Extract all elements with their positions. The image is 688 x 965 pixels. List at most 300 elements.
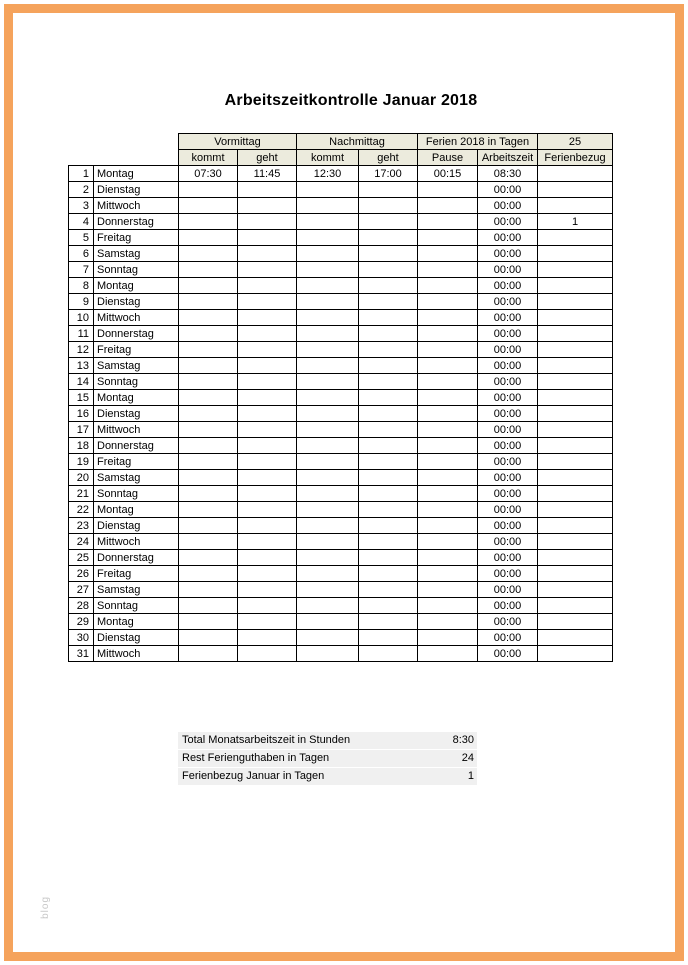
vormittag-geht-cell [238, 214, 297, 230]
day-name-cell: Dienstag [94, 406, 179, 422]
column-header-nachmittag-geht: geht [359, 150, 418, 166]
nachmittag-geht-cell [359, 502, 418, 518]
ferienbezug-cell [538, 502, 613, 518]
pause-cell: 00:15 [418, 166, 478, 182]
arbeitszeit-cell: 00:00 [478, 438, 538, 454]
table-row [69, 438, 613, 454]
ferienbezug-cell [538, 230, 613, 246]
day-name-cell: Freitag [94, 342, 179, 358]
ferienbezug-cell [538, 390, 613, 406]
pause-cell [418, 470, 478, 486]
ferienbezug-cell [538, 358, 613, 374]
day-name-cell: Samstag [94, 246, 179, 262]
day-name-cell: Samstag [94, 582, 179, 598]
watermark-text: blog [40, 896, 51, 919]
ferienbezug-cell [538, 326, 613, 342]
vormittag-kommt-cell [179, 294, 238, 310]
vormittag-kommt-cell [179, 182, 238, 198]
arbeitszeit-cell: 08:30 [478, 166, 538, 182]
row-number-cell: 7 [69, 262, 94, 278]
row-number-cell: 11 [69, 326, 94, 342]
day-name-cell: Donnerstag [94, 326, 179, 342]
pause-cell [418, 518, 478, 534]
arbeitszeit-cell: 00:00 [478, 358, 538, 374]
vormittag-kommt-cell [179, 422, 238, 438]
day-name-cell: Samstag [94, 470, 179, 486]
arbeitszeit-cell: 00:00 [478, 646, 538, 662]
nachmittag-geht-cell [359, 598, 418, 614]
day-name-cell: Sonntag [94, 486, 179, 502]
vormittag-kommt-cell [179, 198, 238, 214]
vormittag-geht-cell [238, 422, 297, 438]
arbeitszeit-cell: 00:00 [478, 502, 538, 518]
table-row [69, 342, 613, 358]
row-number-cell: 31 [69, 646, 94, 662]
table-row [69, 246, 613, 262]
nachmittag-kommt-cell [297, 582, 359, 598]
row-number-cell: 2 [69, 182, 94, 198]
summary-row-ferienbezug [178, 768, 477, 785]
vormittag-geht-cell [238, 614, 297, 630]
nachmittag-geht-cell [359, 214, 418, 230]
vormittag-kommt-cell [179, 486, 238, 502]
timesheet-table [68, 133, 613, 662]
nachmittag-kommt-cell [297, 182, 359, 198]
arbeitszeit-cell: 00:00 [478, 230, 538, 246]
vormittag-geht-cell [238, 342, 297, 358]
day-name-cell: Montag [94, 390, 179, 406]
day-name-cell: Donnerstag [94, 550, 179, 566]
row-number-cell: 1 [69, 166, 94, 182]
arbeitszeit-cell: 00:00 [478, 582, 538, 598]
nachmittag-geht-cell [359, 486, 418, 502]
row-number-cell: 22 [69, 502, 94, 518]
pause-cell [418, 358, 478, 374]
day-name-cell: Dienstag [94, 182, 179, 198]
ferienbezug-cell [538, 246, 613, 262]
table-row [69, 566, 613, 582]
header-blank-corner [69, 134, 179, 150]
ferienbezug-cell [538, 630, 613, 646]
day-name-cell: Montag [94, 614, 179, 630]
ferienbezug-cell [538, 582, 613, 598]
arbeitszeit-cell: 00:00 [478, 406, 538, 422]
column-header-nachmittag-kommt: kommt [297, 150, 359, 166]
row-number-cell: 5 [69, 230, 94, 246]
vormittag-geht-cell [238, 390, 297, 406]
day-name-cell: Mittwoch [94, 198, 179, 214]
vormittag-geht-cell [238, 278, 297, 294]
arbeitszeit-cell: 00:00 [478, 486, 538, 502]
day-name-cell: Montag [94, 502, 179, 518]
nachmittag-kommt-cell [297, 630, 359, 646]
table-row [69, 262, 613, 278]
nachmittag-kommt-cell [297, 326, 359, 342]
group-header-ferien-value: 25 [538, 134, 613, 150]
column-header-vormittag-kommt: kommt [179, 150, 238, 166]
nachmittag-geht-cell [359, 646, 418, 662]
vormittag-geht-cell [238, 230, 297, 246]
row-number-cell: 19 [69, 454, 94, 470]
column-header-row [69, 150, 613, 166]
nachmittag-geht-cell [359, 406, 418, 422]
nachmittag-geht-cell [359, 422, 418, 438]
summary-section [178, 732, 477, 786]
row-number-cell: 6 [69, 246, 94, 262]
vormittag-geht-cell [238, 374, 297, 390]
row-number-cell: 8 [69, 278, 94, 294]
nachmittag-kommt-cell [297, 454, 359, 470]
vormittag-kommt-cell [179, 646, 238, 662]
nachmittag-kommt-cell [297, 422, 359, 438]
ferienbezug-cell [538, 342, 613, 358]
timesheet-body [69, 166, 613, 662]
nachmittag-kommt-cell [297, 390, 359, 406]
ferienbezug-cell [538, 374, 613, 390]
day-name-cell: Samstag [94, 358, 179, 374]
vormittag-geht-cell [238, 630, 297, 646]
nachmittag-geht-cell [359, 246, 418, 262]
arbeitszeit-cell: 00:00 [478, 630, 538, 646]
nachmittag-kommt-cell [297, 342, 359, 358]
vormittag-geht-cell [238, 310, 297, 326]
vormittag-kommt-cell [179, 374, 238, 390]
table-row [69, 534, 613, 550]
vormittag-kommt-cell [179, 502, 238, 518]
pause-cell [418, 614, 478, 630]
arbeitszeit-cell: 00:00 [478, 390, 538, 406]
arbeitszeit-cell: 00:00 [478, 294, 538, 310]
arbeitszeit-cell: 00:00 [478, 518, 538, 534]
nachmittag-kommt-cell [297, 278, 359, 294]
arbeitszeit-cell: 00:00 [478, 534, 538, 550]
table-row [69, 454, 613, 470]
day-name-cell: Sonntag [94, 262, 179, 278]
arbeitszeit-cell: 00:00 [478, 198, 538, 214]
nachmittag-kommt-cell [297, 310, 359, 326]
ferienbezug-cell [538, 438, 613, 454]
nachmittag-geht-cell [359, 614, 418, 630]
nachmittag-geht-cell [359, 550, 418, 566]
arbeitszeit-cell: 00:00 [478, 422, 538, 438]
pause-cell [418, 598, 478, 614]
ferienbezug-cell [538, 262, 613, 278]
vormittag-geht-cell: 11:45 [238, 166, 297, 182]
row-number-cell: 25 [69, 550, 94, 566]
row-number-cell: 21 [69, 486, 94, 502]
nachmittag-kommt-cell [297, 518, 359, 534]
nachmittag-kommt-cell [297, 598, 359, 614]
vormittag-geht-cell [238, 502, 297, 518]
summary-label: Ferienbezug Januar in Tagen [182, 770, 325, 782]
arbeitszeit-cell: 00:00 [478, 470, 538, 486]
table-row [69, 182, 613, 198]
vormittag-geht-cell [238, 550, 297, 566]
nachmittag-kommt-cell [297, 566, 359, 582]
nachmittag-kommt-cell [297, 646, 359, 662]
ferienbezug-cell [538, 470, 613, 486]
pause-cell [418, 406, 478, 422]
vormittag-kommt-cell: 07:30 [179, 166, 238, 182]
day-name-cell: Donnerstag [94, 438, 179, 454]
nachmittag-kommt-cell [297, 406, 359, 422]
ferienbezug-cell [538, 550, 613, 566]
pause-cell [418, 374, 478, 390]
vormittag-geht-cell [238, 198, 297, 214]
summary-value: 24 [461, 752, 474, 764]
row-number-cell: 3 [69, 198, 94, 214]
nachmittag-geht-cell [359, 534, 418, 550]
row-number-cell: 23 [69, 518, 94, 534]
pause-cell [418, 278, 478, 294]
nachmittag-geht-cell [359, 630, 418, 646]
pause-cell [418, 486, 478, 502]
nachmittag-kommt-cell: 12:30 [297, 166, 359, 182]
nachmittag-kommt-cell [297, 502, 359, 518]
pause-cell [418, 262, 478, 278]
vormittag-kommt-cell [179, 406, 238, 422]
day-name-cell: Mittwoch [94, 310, 179, 326]
table-row [69, 502, 613, 518]
table-row [69, 358, 613, 374]
arbeitszeit-cell: 00:00 [478, 550, 538, 566]
ferienbezug-cell [538, 566, 613, 582]
table-row [69, 230, 613, 246]
ferienbezug-cell [538, 406, 613, 422]
nachmittag-kommt-cell [297, 246, 359, 262]
nachmittag-geht-cell [359, 182, 418, 198]
vormittag-geht-cell [238, 246, 297, 262]
vormittag-geht-cell [238, 182, 297, 198]
day-name-cell: Freitag [94, 454, 179, 470]
table-row [69, 198, 613, 214]
nachmittag-kommt-cell [297, 438, 359, 454]
table-row [69, 390, 613, 406]
group-header-ferien-label: Ferien 2018 in Tagen [418, 134, 538, 150]
ferienbezug-cell: 1 [538, 214, 613, 230]
table-row [69, 614, 613, 630]
pause-cell [418, 566, 478, 582]
nachmittag-geht-cell [359, 358, 418, 374]
row-number-cell: 18 [69, 438, 94, 454]
vormittag-kommt-cell [179, 534, 238, 550]
arbeitszeit-cell: 00:00 [478, 278, 538, 294]
nachmittag-kommt-cell [297, 198, 359, 214]
arbeitszeit-cell: 00:00 [478, 454, 538, 470]
arbeitszeit-cell: 00:00 [478, 598, 538, 614]
arbeitszeit-cell: 00:00 [478, 246, 538, 262]
row-number-cell: 9 [69, 294, 94, 310]
table-row [69, 422, 613, 438]
nachmittag-geht-cell [359, 582, 418, 598]
table-row [69, 278, 613, 294]
vormittag-kommt-cell [179, 278, 238, 294]
vormittag-kommt-cell [179, 566, 238, 582]
day-name-cell: Mittwoch [94, 422, 179, 438]
nachmittag-kommt-cell [297, 262, 359, 278]
pause-cell [418, 294, 478, 310]
pause-cell [418, 550, 478, 566]
ferienbezug-cell [538, 598, 613, 614]
table-row [69, 470, 613, 486]
nachmittag-geht-cell [359, 310, 418, 326]
vormittag-kommt-cell [179, 390, 238, 406]
summary-value: 8:30 [452, 734, 474, 746]
vormittag-geht-cell [238, 646, 297, 662]
ferienbezug-cell [538, 454, 613, 470]
table-row [69, 598, 613, 614]
vormittag-kommt-cell [179, 230, 238, 246]
ferienbezug-cell [538, 614, 613, 630]
pause-cell [418, 646, 478, 662]
arbeitszeit-cell: 00:00 [478, 182, 538, 198]
group-header-row [69, 134, 613, 150]
vormittag-kommt-cell [179, 470, 238, 486]
table-row [69, 646, 613, 662]
vormittag-geht-cell [238, 486, 297, 502]
ferienbezug-cell [538, 534, 613, 550]
arbeitszeit-cell: 00:00 [478, 310, 538, 326]
row-number-cell: 26 [69, 566, 94, 582]
vormittag-geht-cell [238, 518, 297, 534]
nachmittag-geht-cell [359, 262, 418, 278]
row-number-cell: 29 [69, 614, 94, 630]
row-number-cell: 15 [69, 390, 94, 406]
nachmittag-geht-cell [359, 342, 418, 358]
pause-cell [418, 502, 478, 518]
arbeitszeit-cell: 00:00 [478, 326, 538, 342]
ferienbezug-cell [538, 486, 613, 502]
vormittag-kommt-cell [179, 262, 238, 278]
vormittag-kommt-cell [179, 358, 238, 374]
column-header-vormittag-geht: geht [238, 150, 297, 166]
row-number-cell: 16 [69, 406, 94, 422]
pause-cell [418, 326, 478, 342]
pause-cell [418, 390, 478, 406]
pause-cell [418, 582, 478, 598]
vormittag-geht-cell [238, 326, 297, 342]
nachmittag-geht-cell [359, 390, 418, 406]
pause-cell [418, 534, 478, 550]
day-name-cell: Dienstag [94, 518, 179, 534]
summary-row-rest-ferien [178, 750, 477, 767]
nachmittag-kommt-cell [297, 374, 359, 390]
nachmittag-geht-cell: 17:00 [359, 166, 418, 182]
nachmittag-geht-cell [359, 230, 418, 246]
ferienbezug-cell [538, 422, 613, 438]
table-row [69, 214, 613, 230]
table-row [69, 294, 613, 310]
vormittag-kommt-cell [179, 246, 238, 262]
day-name-cell: Donnerstag [94, 214, 179, 230]
vormittag-geht-cell [238, 534, 297, 550]
row-number-cell: 4 [69, 214, 94, 230]
row-number-cell: 27 [69, 582, 94, 598]
table-row [69, 630, 613, 646]
pause-cell [418, 438, 478, 454]
arbeitszeit-cell: 00:00 [478, 262, 538, 278]
vormittag-kommt-cell [179, 438, 238, 454]
arbeitszeit-cell: 00:00 [478, 214, 538, 230]
vormittag-geht-cell [238, 406, 297, 422]
vormittag-kommt-cell [179, 550, 238, 566]
nachmittag-kommt-cell [297, 534, 359, 550]
pause-cell [418, 342, 478, 358]
vormittag-kommt-cell [179, 614, 238, 630]
day-name-cell: Sonntag [94, 598, 179, 614]
column-header-pause: Pause [418, 150, 478, 166]
day-name-cell: Freitag [94, 566, 179, 582]
column-header-ferienbezug: Ferienbezug [538, 150, 613, 166]
row-number-cell: 12 [69, 342, 94, 358]
row-number-cell: 13 [69, 358, 94, 374]
ferienbezug-cell [538, 182, 613, 198]
vormittag-geht-cell [238, 358, 297, 374]
row-number-cell: 30 [69, 630, 94, 646]
table-row [69, 486, 613, 502]
arbeitszeit-cell: 00:00 [478, 566, 538, 582]
nachmittag-geht-cell [359, 566, 418, 582]
pause-cell [418, 454, 478, 470]
pause-cell [418, 310, 478, 326]
table-row [69, 166, 613, 182]
vormittag-geht-cell [238, 294, 297, 310]
ferienbezug-cell [538, 310, 613, 326]
day-name-cell: Mittwoch [94, 646, 179, 662]
nachmittag-kommt-cell [297, 294, 359, 310]
table-row [69, 326, 613, 342]
row-number-cell: 28 [69, 598, 94, 614]
nachmittag-geht-cell [359, 470, 418, 486]
ferienbezug-cell [538, 198, 613, 214]
day-name-cell: Montag [94, 278, 179, 294]
nachmittag-geht-cell [359, 198, 418, 214]
nachmittag-geht-cell [359, 518, 418, 534]
ferienbezug-cell [538, 294, 613, 310]
summary-value: 1 [467, 770, 474, 782]
vormittag-geht-cell [238, 470, 297, 486]
row-number-cell: 24 [69, 534, 94, 550]
nachmittag-kommt-cell [297, 550, 359, 566]
nachmittag-kommt-cell [297, 470, 359, 486]
summary-row-total [178, 732, 477, 749]
day-name-cell: Sonntag [94, 374, 179, 390]
pause-cell [418, 630, 478, 646]
summary-label: Total Monatsarbeitszeit in Stunden [182, 734, 351, 746]
summary-label: Rest Ferienguthaben in Tagen [182, 752, 330, 764]
ferienbezug-cell [538, 278, 613, 294]
group-header-vormittag: Vormittag [179, 134, 297, 150]
ferienbezug-cell [538, 518, 613, 534]
nachmittag-kommt-cell [297, 230, 359, 246]
pause-cell [418, 182, 478, 198]
vormittag-kommt-cell [179, 342, 238, 358]
nachmittag-geht-cell [359, 454, 418, 470]
day-name-cell: Dienstag [94, 630, 179, 646]
row-number-cell: 20 [69, 470, 94, 486]
vormittag-geht-cell [238, 566, 297, 582]
vormittag-kommt-cell [179, 310, 238, 326]
arbeitszeit-cell: 00:00 [478, 614, 538, 630]
pause-cell [418, 198, 478, 214]
ferienbezug-cell [538, 646, 613, 662]
page-title: Arbeitszeitkontrolle Januar 2018 [224, 92, 478, 109]
nachmittag-kommt-cell [297, 486, 359, 502]
group-header-nachmittag: Nachmittag [297, 134, 418, 150]
nachmittag-geht-cell [359, 374, 418, 390]
table-row [69, 582, 613, 598]
vormittag-kommt-cell [179, 598, 238, 614]
